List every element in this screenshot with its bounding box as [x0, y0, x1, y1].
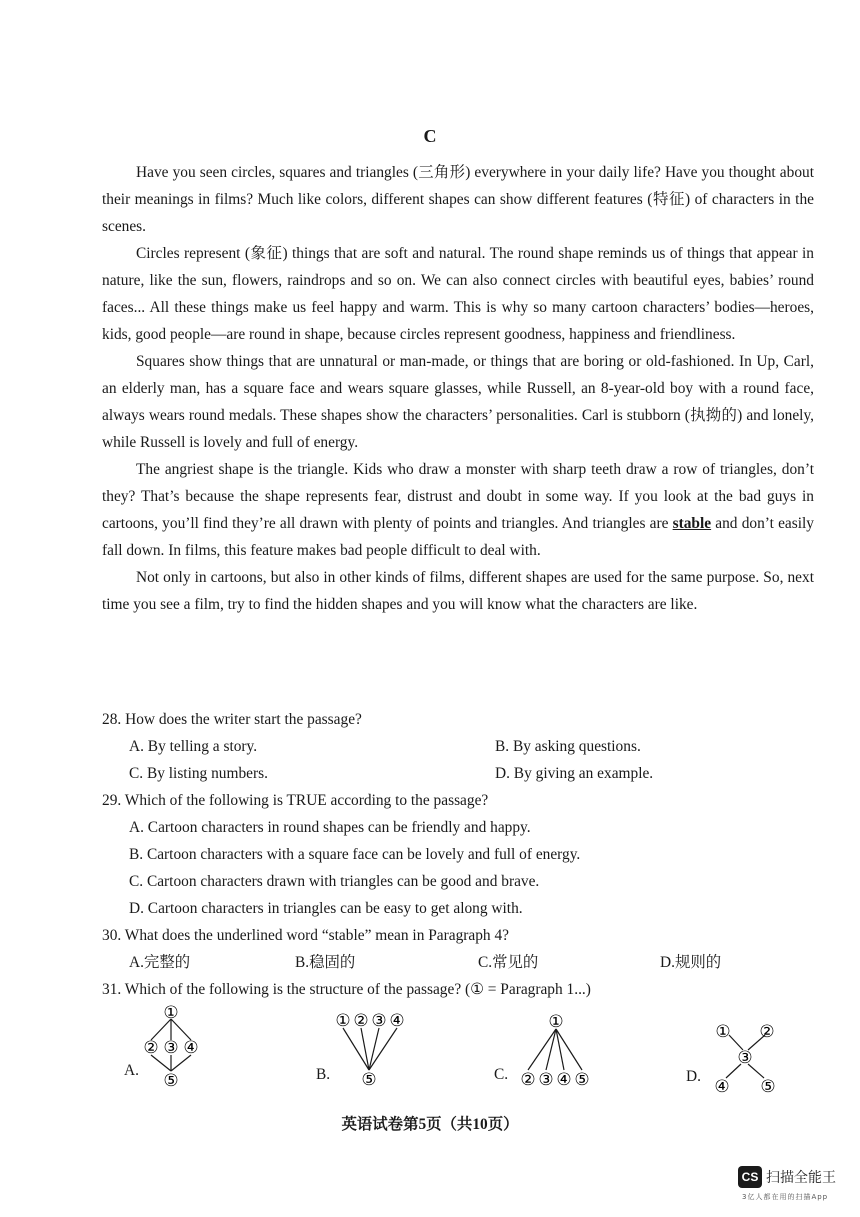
diagram-c-label: C.: [494, 1066, 509, 1083]
question-29-option-b: B. Cartoon characters with a square face can be lovely and full of energy.: [129, 846, 581, 863]
question-30-option-d: D.规则的: [660, 954, 722, 971]
question-30-option-b: B.稳固的: [295, 954, 356, 971]
diagram-b-graph: [316, 1000, 426, 1095]
diagram-c: [492, 1000, 612, 1095]
diagram-a-graph: [120, 1000, 220, 1095]
diagram-b: [316, 1000, 426, 1095]
diagram-a-node-2: ②: [143, 1038, 159, 1058]
paragraph-3: Squares show things that are unnatural or man-made, or things that are boring or old-fashioned. In Up, Carl, an elderly man, has a square face and wears square glasses, while Russell, an 8-year-old boy with a round face, always wears round medals. These shapes show the characters’ personalities. Carl is stubborn (执拗的) and lonely, while Russell is lovely and full of energy.: [102, 353, 814, 451]
question-31-stem: 31. Which of the following is the structure of the passage? (① = Paragraph 1...): [102, 981, 591, 998]
question-28-stem: 28. How does the writer start the passage?: [102, 711, 362, 728]
diagram-d-node-5: ⑤: [760, 1077, 776, 1097]
paragraph-5: Not only in cartoons, but also in other kinds of films, different shapes are used for the same purpose. So, next time you see a film, try to find the hidden shapes and you will know what the characters are like.: [102, 569, 814, 613]
diagram-c-node-2: ②: [520, 1070, 536, 1090]
scanner-app-name: 扫描全能王: [766, 1170, 836, 1186]
question-29-option-d: D. Cartoon characters in triangles can be easy to get along with.: [129, 900, 523, 917]
question-28-option-b: B. By asking questions.: [495, 738, 641, 755]
question-28-option-d: D. By giving an example.: [495, 765, 654, 782]
question-29-option-c: C. Cartoon characters drawn with triangles can be good and brave.: [129, 873, 540, 890]
diagram-c-node-4: ④: [556, 1070, 572, 1090]
diagram-c-node-5: ⑤: [574, 1070, 590, 1090]
diagram-a: [120, 1000, 220, 1095]
diagram-b-node-3: ③: [371, 1011, 387, 1031]
diagram-d: [686, 1000, 796, 1098]
diagram-a-node-1: ①: [163, 1003, 179, 1023]
diagram-b-label: B.: [316, 1066, 331, 1083]
question-30-stem: 30. What does the underlined word “stable” mean in Paragraph 4?: [102, 927, 510, 944]
paragraph-4-part-2: and don’t easily fall down. In films, this feature makes bad people difficult to deal with.: [102, 515, 814, 559]
diagram-d-graph: [686, 1000, 796, 1098]
reading-passage: [102, 159, 814, 618]
diagram-d-node-4: ④: [714, 1077, 730, 1097]
paragraph-2: Circles represent (象征) things that are soft and natural. The round shape reminds us of things that appear in nature, like the sun, flowers, raindrops and so on. We can also connect circles with beautiful eyes, babies’ round faces... All these things make us feel happy and warm. This is why so many cartoon characters’ bodies—heroes, kids, good people—are round in shape, because circles represent goodness, happiness and friendliness.: [102, 245, 814, 343]
question-29-options: [102, 814, 814, 922]
scanner-watermark: [738, 1166, 848, 1206]
diagram-c-node-3: ③: [538, 1070, 554, 1090]
diagram-d-node-2: ②: [759, 1022, 775, 1042]
scanner-tagline: 3亿人都在用的扫描App: [742, 1193, 829, 1201]
paragraph-1: Have you seen circles, squares and triangles (三角形) everywhere in your daily life? Have you thought about their meanings in films? Much like colors, different shapes can show different features (特征) of characters in the scenes.: [102, 164, 814, 235]
diagram-a-node-5: ⑤: [163, 1071, 179, 1091]
diagram-a-node-4: ④: [183, 1038, 199, 1058]
diagram-c-node-1: ①: [548, 1012, 564, 1032]
structure-diagrams: [0, 1000, 860, 1100]
diagram-a-node-3: ③: [163, 1038, 179, 1058]
diagram-d-node-3: ③: [737, 1048, 753, 1068]
diagram-c-graph: [492, 1000, 612, 1095]
diagram-b-node-4: ④: [389, 1011, 405, 1031]
diagram-a-label: A.: [124, 1062, 139, 1079]
diagram-b-node-5: ⑤: [361, 1070, 377, 1090]
question-28-option-a: A. By telling a story.: [129, 738, 258, 755]
question-29-stem: 29. Which of the following is TRUE according to the passage?: [102, 792, 489, 809]
section-heading: C: [423, 126, 437, 146]
question-28-options: [102, 733, 814, 787]
question-28-option-c: C. By listing numbers.: [129, 765, 268, 782]
diagram-b-node-2: ②: [353, 1011, 369, 1031]
underlined-word: stable: [672, 515, 712, 532]
question-29-option-a: A. Cartoon characters in round shapes can be friendly and happy.: [129, 819, 531, 836]
page-footer: 英语试卷第5页（共10页）: [341, 1116, 519, 1133]
paragraph-4-part-1: The angriest shape is the triangle. Kids who draw a monster with sharp teeth draw a row of triangles, don’t they? That’s because the shape represents fear, distrust and doubt in some way. If you look at the bad guys in cartoons, you’ll find they’re all drawn with plenty of points and triangles. And triangles are: [102, 461, 814, 532]
paragraph-4: [102, 456, 814, 564]
diagram-d-label: D.: [686, 1068, 701, 1085]
question-30-option-a: A.完整的: [129, 954, 191, 971]
scanner-logo-icon: CS: [738, 1166, 762, 1188]
question-30-options: [102, 949, 814, 976]
diagram-d-node-1: ①: [715, 1022, 731, 1042]
question-list: [102, 706, 814, 1003]
diagram-b-node-1: ①: [335, 1011, 351, 1031]
question-30-option-c: C.常见的: [478, 954, 539, 971]
